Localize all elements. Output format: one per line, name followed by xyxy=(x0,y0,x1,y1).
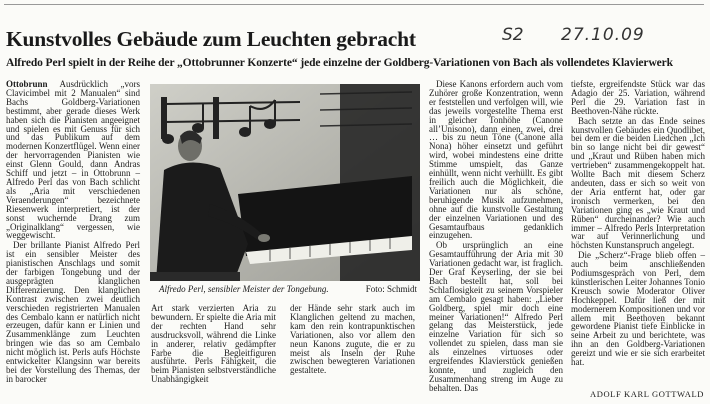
article-column-1 xyxy=(6,80,140,384)
handwritten-date: 27.10.09 xyxy=(561,25,645,45)
column-3-paragraph: der Hände sehr stark auch im Klanglichen geltend zu machen, kam den rein kontrapunktischen Variationen, also vor allem den neun Kanons zugute, die er zu meist als Inseln der Ruhe zwischen bewegteren Variationen gestaltete. xyxy=(290,303,415,376)
column-1-paragraph-1 xyxy=(6,80,140,240)
subheadline: Alfredo Perl spielt in der Reihe der „Ottobrunner Konzerte“ jede einzelne der Goldberg-Variationen von Bach als vollendetes Klavierwerk xyxy=(6,57,673,69)
column-1-paragraph-2: Der brillante Pianist Alfredo Perl ist ein sensibler Meister des pianistischen Anschlags und somit der farbigen Tongebung und der ausgeprägten klanglichen Differenzierung. Den klanglichen Kontrast zwischen zwei deutlich verschieden registrierten Manualen des Cembalo kann er natürlich nicht erzeugen, dafür kann er Linien und Zusammenklänge zum Leuchten bringen wie das so am Cembalo nicht möglich ist. Perls aufs Höchste entwickelter Klangsinn war bereits bei der Vorstellung des Themas, der in barocker xyxy=(6,240,140,384)
concert-photo xyxy=(150,84,420,281)
dateline: Ottobrunn xyxy=(6,79,48,89)
article-column-5 xyxy=(571,80,705,367)
article-column-2 xyxy=(151,304,276,384)
column-1-paragraph-1-text: Ausdrücklich „vors Clavicimbel mit 2 Manualen“ sind Bachs Goldberg-Variationen bestimmt, aber gerade dieses Werk haben sich die Pianisten angeeignet und spielen es mit Genuss für sich und das Publikum auf dem modernen Konzertflügel. Wenn einer der hervorragenden Pianisten wie einst Glenn Gould, dann Andras Schiff und jetzt – in Ottobrunn – Alfredo Perl das von Bach schlicht als „Aria mit verschiedenen Veraenderungen“ bezeichnete Riesenwerk interpretiert, ist der sonst wuchernde Drang zum „Originalklang“ vergessen, wie weggewischt. xyxy=(6,79,140,241)
handwritten-code: S2 xyxy=(502,25,524,45)
column-5-paragraph-2: Bach setzte an das Ende seines kunstvollen Gebäudes ein Quodlibet, bei dem er die beiden Liedchen „Ich bin so lange nicht bei dir gewest“ und „Kraut und Rüben haben mich vertrieben“ zusammengekoppelt hat. Wollte Bach mit diesem Scherz andeuten, dass er sich so weit von der Aria entfernt hat, oder gar ironisch vermerken, bei den Variationen ging es „wie Kraut und Rüben“ durcheinander? Wie auch immer – Alfredo Perls Interpretation war auf Verinnerlichung und höchsten Kunstanspruch angelegt. xyxy=(571,115,705,251)
author-byline: ADOLF KARL GOTTWALD xyxy=(589,389,704,399)
article-column-3 xyxy=(290,304,415,375)
top-rule xyxy=(4,4,704,5)
photo-credit: Foto: Schmidt xyxy=(365,284,417,294)
caption-text: Alfredo Perl, sensibler Meister der Tongebung. xyxy=(159,284,329,294)
column-5-paragraph-3: Die „Scherz“-Frage blieb offen – auch beim anschließenden Podiumsgespräch von Perl, dem künstlerischen Leiter Johannes Tonio Kreusch sowie Moderator Oliver Hochkeppel. Dafür ließ der mit modernerem Kompositionen und vor allem mit Beethoven bekannt gewordene Pianist tiefe Einblicke in seine Arbeit zu und berichtete, was ihn an den Goldberg-Variationen gereizt und wie er sie sich erarbeitet hat. xyxy=(571,250,705,368)
column-4-paragraph-1: Diese Kanons erfordern auch vom Zuhörer große Konzentration, wenn er feststellen und verfolgen will, wie das jeweils vorgestellte Thema erst in gleicher Tonhöhe (Canone all’Unisono), dann einen, zwei, drei … bis zu neun Töne (Canone alla Nona) höher einsetzt und geführt wird, wobei mindestens eine dritte Stimme umspielt, das Ganze einhüllt, wenn nicht verhüllt. Es gibt freilich auch die Möglichkeit, die Variationen nur als schöne, beruhigende Musik aufzunehmen, ohne auf die kunstvolle Gestaltung der einzelnen Variationen und des Gesamtaufbaus gedanklich einzugehen. xyxy=(429,79,563,241)
article-column-4 xyxy=(429,80,563,393)
column-5-paragraph-1: tiefste, ergreifendste Stück war das Adagio der 25. Variation, während Perl die 29. Variation fast in Beethoven-Nähe rückte. xyxy=(571,79,705,116)
column-2-paragraph: Art stark verzierten Aria zu bewundern. Er spielte die Aria mit der rechten Hand sehr ausdrucksvoll, während die Linke in anderer, relativ gedämpfter Farbe die Begleitfiguren ausführte. Perls Fähigkeit, die beim Pianisten selbstverständliche Unabhängigkeit xyxy=(151,303,276,385)
column-4-paragraph-2: Ob ursprünglich an eine Gesamtaufführung der Aria mit 30 Variationen gedacht war, ist fraglich. Der Graf Keyserling, der sie bei Bach bestellt hat, soll bei Schlaflosigkeit zu seinem Vorspieler am Cembalo gesagt haben: „Lieber Goldberg, spiel mir doch eine meiner Variationen!“ Alfredo Perl gelang das Meisterstück, jede einzelne Variation für sich so vollendet zu spielen, dass man sie als einzelnes virtuoses oder ergreifendes Klavierstück genießen konnte, und zugleich den Zusammenhang streng im Auge zu behalten. Das xyxy=(429,240,563,393)
photo-caption xyxy=(151,284,419,296)
pianist-photo-illustration xyxy=(150,84,420,281)
headline: Kunstvolles Gebäude zum Leuchten gebracht xyxy=(6,27,416,51)
